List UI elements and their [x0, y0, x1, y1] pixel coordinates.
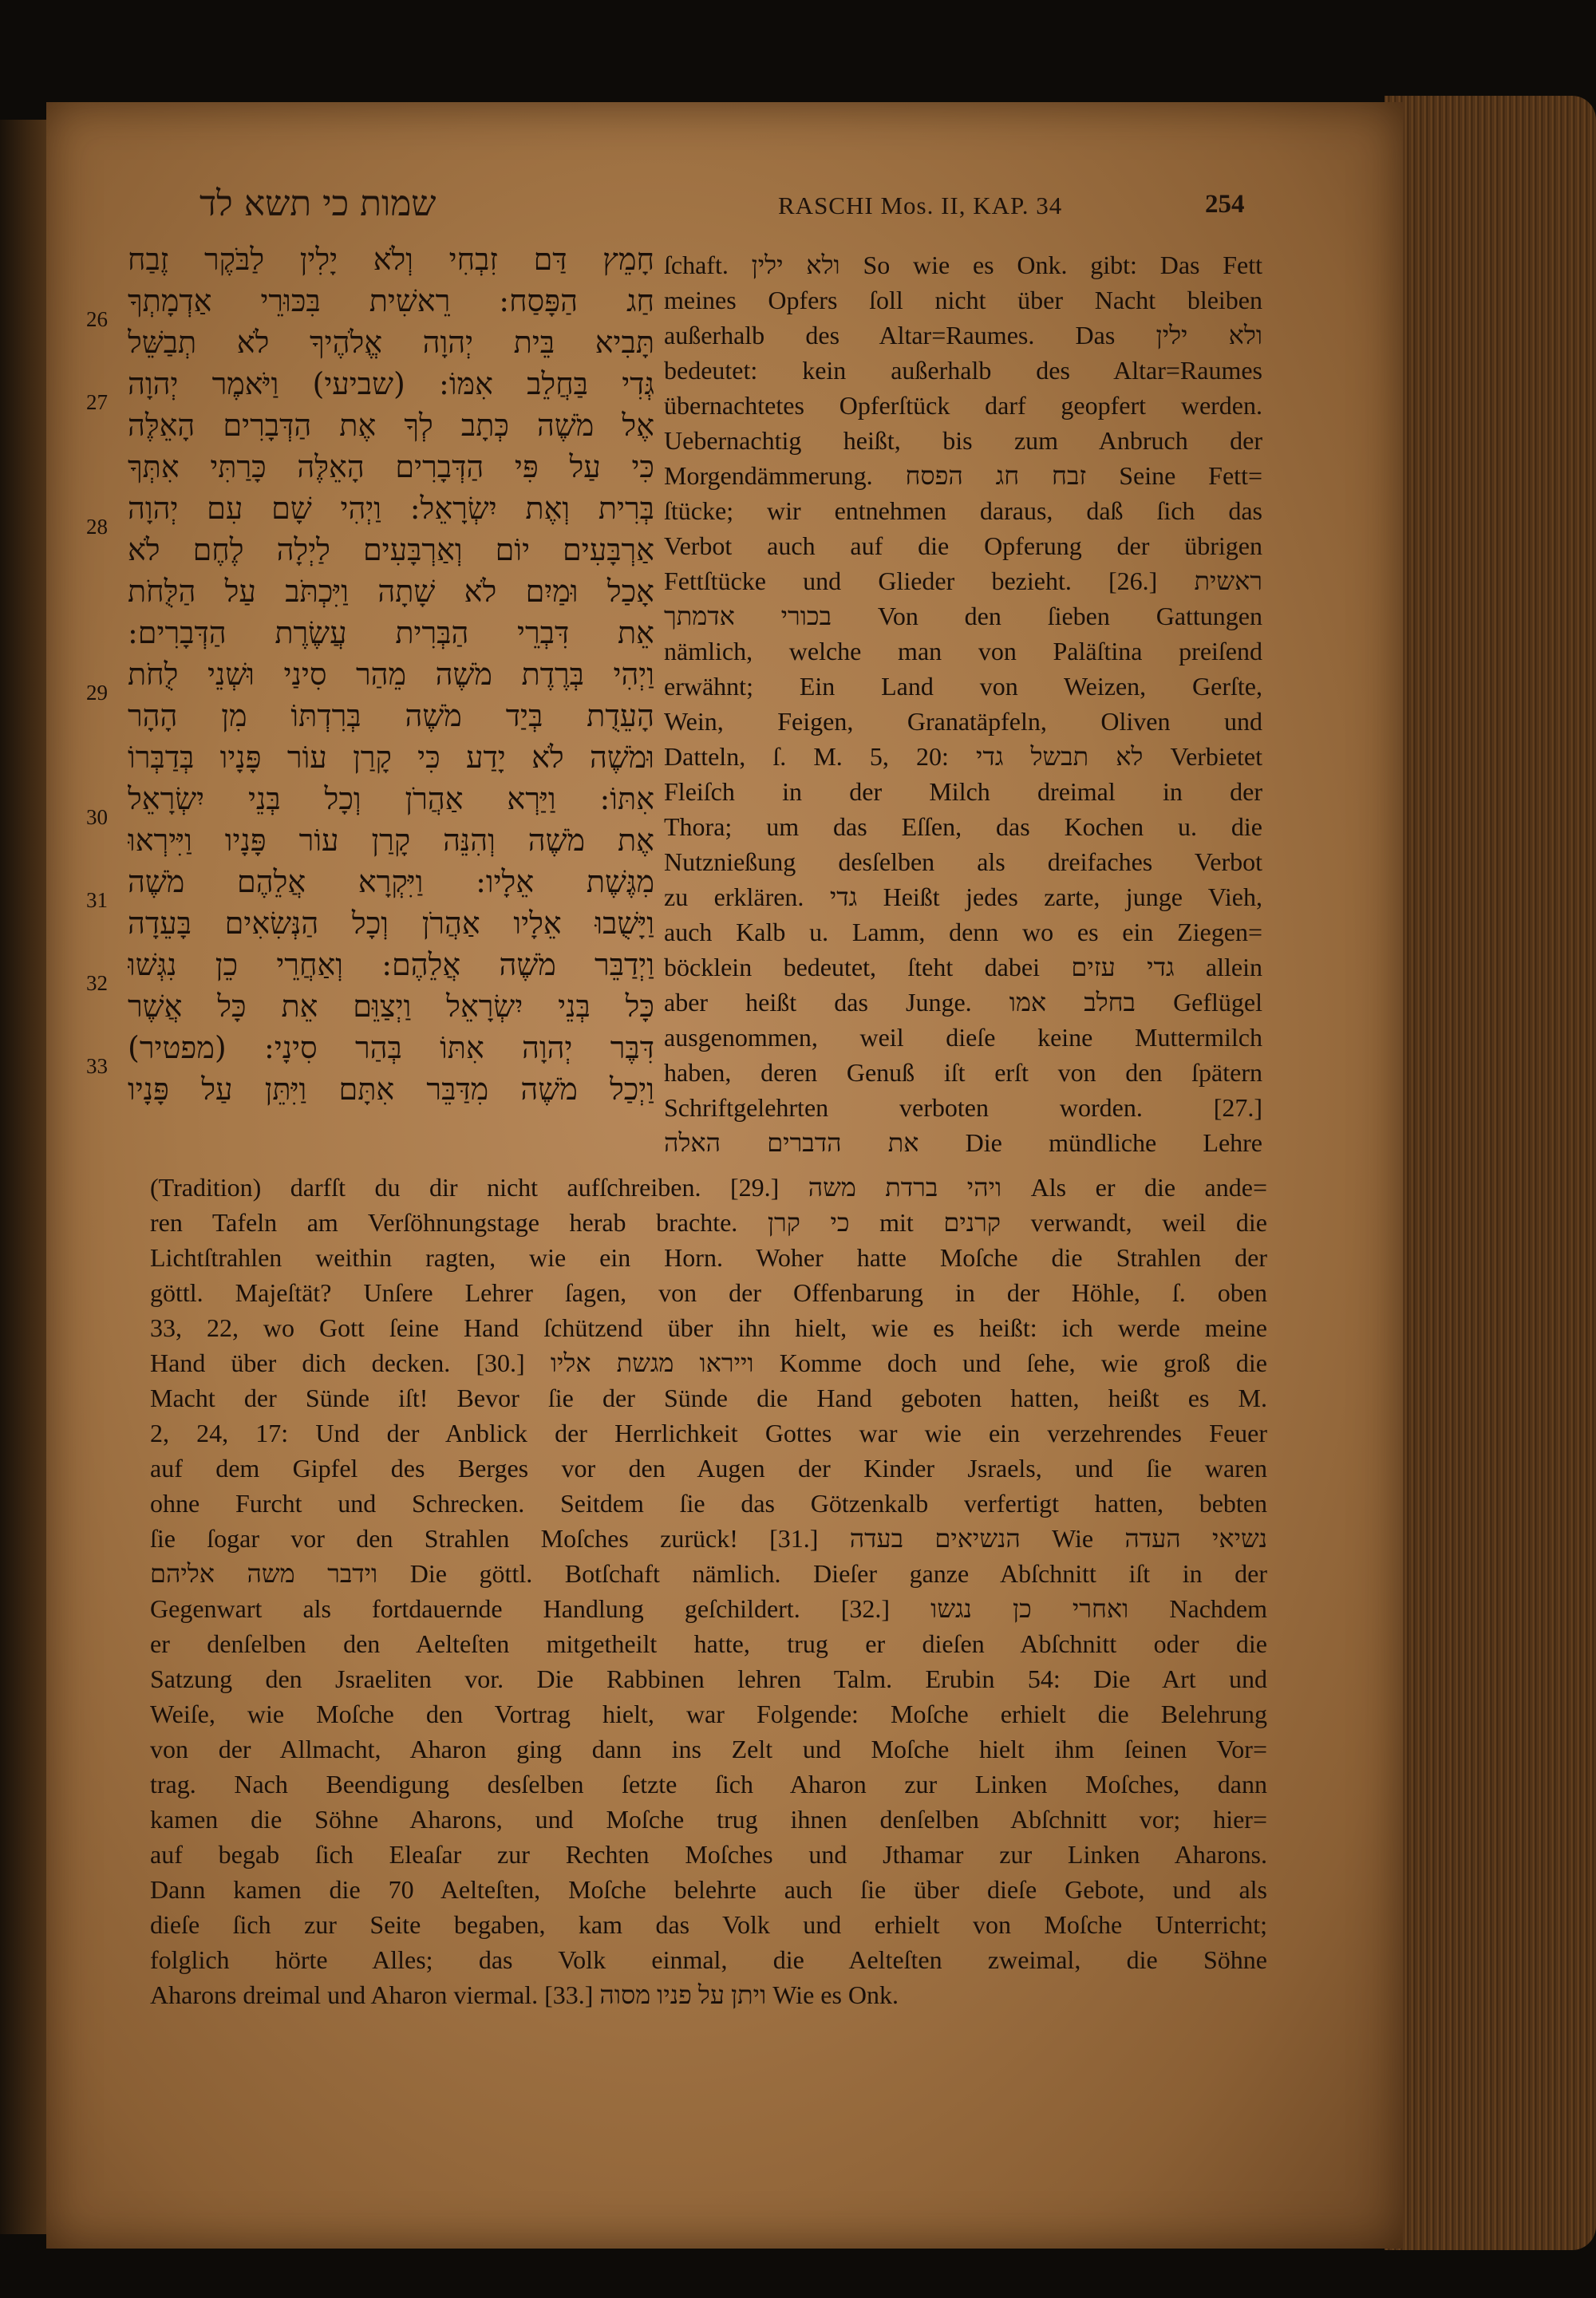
hebrew-line: אֵת דִּבְרֵי הַבְּרִית עֲשֶׂרֶת הַדְּבָרִים:	[128, 615, 654, 650]
commentary-line: Lichtſtrahlen weithin ragten, wie ein Horn. Woher hatte Moſche die Strahlen der	[150, 1243, 1267, 1272]
commentary-line: 2, 24, 17: Und der Anblick der Herrlichkeit Gottes war wie ein verzehrendes Feuer	[150, 1419, 1267, 1447]
verse-number: 27	[86, 390, 108, 414]
page-edges	[1385, 96, 1596, 2250]
commentary-line: ausgenommen, weil dieſe keine Muttermilch	[664, 1023, 1262, 1052]
hebrew-line: גְּדִי בַּחֲלֵב אִמּוֹ: (שביעי) וַיֹּאמֶר יְהוָה	[128, 366, 654, 401]
hebrew-line: הָעֵדֻת בְּיַד מֹשֶׁה בְּרִדְתּוֹ מִן הָהָר	[128, 698, 654, 733]
commentary-line: auf begab ſich Eleaſar zur Rechten Moſches und Jthamar zur Linken Aharons.	[150, 1840, 1267, 1869]
commentary-line: Aharons dreimal und Aharon viermal. [33.] ויתן על פניו מסוה Wie es Onk.	[150, 1980, 899, 2009]
commentary-line: aber heißt das Junge. בחלב אמו Geflügel	[664, 988, 1262, 1017]
commentary-line: 33, 22, wo Gott ſeine Hand ſchützend über ihn hielt, wie es heißt: ich werde meine	[150, 1313, 1267, 1342]
hebrew-line: דִּבֶּר יְהוָה אִתּוֹ בְּהַר סִינָי: (מפטיר)	[128, 1030, 654, 1065]
hebrew-line: חָמֵץ דַּם זִבְחִי וְלֹא יָלִין לַבֹּקֶר זֶבַח	[128, 242, 654, 277]
commentary-line: Hand über dich decken. [30.] וייראו מגשת אליו Komme doch und ſehe, wie groß die	[150, 1348, 1267, 1377]
commentary-line: ſtücke; wir entnehmen daraus, daß ſich das	[664, 496, 1262, 525]
commentary-line: Wein, Feigen, Granatäpfeln, Oliven und	[664, 707, 1262, 736]
commentary-line: meines Opfers ſoll nicht über Nacht bleiben	[664, 286, 1262, 314]
hebrew-line: בְּרִית וְאֶת יִשְׂרָאֵל: וַיְהִי שָׁם עִם יְהוָה	[128, 491, 654, 526]
commentary-line: auf dem Gipfel des Berges vor den Augen der Kinder Jsraels, und ſie waren	[150, 1454, 1267, 1483]
hebrew-line: וּמֹשֶׁה לֹא יָדַע כִּי קָרַן עוֹר פָּנָיו בְּדַבְּרוֹ	[128, 740, 654, 775]
verse-number: 33	[86, 1054, 108, 1078]
hebrew-line: אָכַל וּמַיִם לֹא שָׁתָה וַיִּכְתֹּב עַל הַלֻּחֹת	[128, 574, 654, 609]
hebrew-line: חַג הַפָּסַח: רֵאשִׁית בִּכּוּרֵי אַדְמָתְךָ	[128, 283, 654, 318]
commentary-line: trag. Nach Beendigung desſelben ſetzte ſich Aharon zur Linken Moſches, dann	[150, 1770, 1267, 1799]
commentary-line: göttl. Majeſtät? Unſere Lehrer ſagen, von der Offenbarung in der Höhle, ſ. oben	[150, 1278, 1267, 1307]
commentary-line: בכורי אדמתך Von den ſieben Gattungen	[664, 602, 1262, 630]
commentary-line: kamen die Söhne Aharons, und Moſche trug ihnen denſelben Abſchnitt vor; hier=	[150, 1805, 1267, 1834]
commentary-line: Nutznießung desſelben als dreifaches Verbot	[664, 847, 1262, 876]
book-spine	[0, 120, 46, 2234]
commentary-line: folglich hörte Alles; das Volk einmal, die Aelteſten zweimal, die Söhne	[150, 1945, 1267, 1974]
commentary-line: Uebernachtig heißt, bis zum Anbruch der	[664, 426, 1262, 455]
commentary-line: וידבר משה אליהם Die göttl. Botſchaft nämlich. Dieſer ganze Abſchnitt iſt in der	[150, 1559, 1267, 1588]
commentary-line: erwähnt; Ein Land von Weizen, Gerſte,	[664, 672, 1262, 701]
hebrew-line: מִגֶּשֶׁת אֵלָיו: וַיִּקְרָא אֲלֵהֶם מֹשֶׁה	[128, 864, 654, 899]
hebrew-line: כָּל בְּנֵי יִשְׂרָאֵל וַיְצַוֵּם אֵת כָּל אֲשֶׁר	[128, 989, 654, 1024]
commentary-line: haben, deren Genuß iſt erſt von den ſpätern	[664, 1058, 1262, 1087]
verse-number: 29	[86, 681, 108, 705]
commentary-line: von der Allmacht, Aharon ging dann ins Zelt und Moſche hielt ihm ſeinen Vor=	[150, 1735, 1267, 1763]
commentary-line: Morgendämmerung. זבח חג הפסח Seine Fett=	[664, 461, 1262, 490]
commentary-line: ohne Furcht und Schrecken. Seitdem ſie das Götzenkalb verfertigt hatten, bebten	[150, 1489, 1267, 1518]
commentary-line: ſie ſogar vor den Strahlen Moſches zurück! [31.] הנשיאים בעדה Wie נשיאי העדה	[150, 1524, 1267, 1553]
commentary-line: Dann kamen die 70 Aelteſten, Moſche belehrte auch ſie über dieſe Gebote, und als	[150, 1875, 1267, 1904]
verse-number: 26	[86, 307, 108, 331]
hebrew-line: אֶת מֹשֶׁה וְהִנֵּה קָרַן עוֹר פָּנָיו וַיִּירְאוּ	[128, 823, 654, 858]
commentary-line: zu erklären. גדי Heißt jedes zarte, junge Vieh,	[664, 882, 1262, 911]
commentary-line: Datteln, ſ. M. 5, 20: לא תבשל גדי Verbietet	[664, 742, 1262, 771]
commentary-line: Verbot auch auf die Opferung der übrigen	[664, 531, 1262, 560]
commentary-line: auch Kalb u. Lamm, denn wo es ein Ziegen=	[664, 918, 1262, 946]
hebrew-line: כִּי עַל פִּי הַדְּבָרִים הָאֵלֶּה כָּרַתִּי אִתְּךָ	[128, 449, 654, 484]
hebrew-line: אֶל מֹשֶׁה כְּתָב לְךָ אֶת הַדְּבָרִים הָאֵלֶּה	[128, 408, 654, 443]
commentary-line: Fleiſch in der Milch dreimal in der	[664, 777, 1262, 806]
hebrew-line: אַרְבָּעִים יוֹם וְאַרְבָּעִים לַיְלָה לֶחֶם לֹא	[128, 532, 654, 567]
commentary-line: dieſe ſich zur Seite begaben, kam das Volk und erhielt von Moſche Unterricht;	[150, 1910, 1267, 1939]
running-reference: RASCHI Mos. II, KAP. 34	[778, 192, 1063, 219]
commentary-line: ren Tafeln am Verſöhnungstage herab brachte. כי קרן mit קרנים verwandt, weil die	[150, 1208, 1267, 1237]
hebrew-line: וַיְדַבֵּר מֹשֶׁה אֲלֵהֶם: וְאַחֲרֵי כֵן נִגְּשׁוּ	[128, 947, 654, 982]
hebrew-line: וַיְכַל מֹשֶׁה מִדַּבֵּר אִתָּם וַיִּתֵּן עַל פָּנָיו	[128, 1072, 654, 1107]
commentary-line: Gegenwart als fortdauernde Handlung geſchildert. [32.] ואחרי כן נגשו Nachdem	[150, 1594, 1267, 1623]
hebrew-line: וַיָּשֻׁבוּ אֵלָיו אַהֲרֹן וְכָל הַנְּשִׂאִים בָּעֵדָה	[128, 906, 654, 941]
verse-number: 28	[86, 515, 108, 539]
hebrew-running-title: שמות כי תשא לד	[200, 184, 437, 224]
page-header	[200, 184, 1269, 239]
commentary-line: Thora; um das Eſſen, das Kochen u. die	[664, 812, 1262, 841]
commentary-line: nämlich, welche man von Paläſtina preiſend	[664, 637, 1262, 665]
commentary-line: er denſelben den Aelteſten mitgetheilt hatte, trug er dieſen Abſchnitt oder die	[150, 1629, 1267, 1658]
hebrew-line: תָּבִיא בֵּית יְהוָה אֱלֹהֶיךָ לֹא תְבַשֵּׁל	[128, 325, 654, 360]
commentary-line: (Tradition) darfſt du dir nicht aufſchreiben. [29.] ויהי ברדת משה Als er die ande=	[150, 1173, 1267, 1202]
commentary-line: Weiſe, wie Moſche den Vortrag hielt, war Folgende: Moſche erhielt die Belehrung	[150, 1700, 1267, 1728]
commentary-line: übernachtetes Opferſtück darf geopfert werden.	[664, 391, 1262, 420]
commentary-line: bedeutet: kein außerhalb des Altar=Raumes	[664, 356, 1262, 385]
hebrew-text-column	[128, 239, 654, 1157]
commentary-line: böcklein bedeutet, ſteht dabei גדי עזים allein	[664, 953, 1262, 981]
commentary-line: את הדברים האלה Die mündliche Lehre	[664, 1128, 1262, 1157]
hebrew-line: וַיְהִי בְּרֶדֶת מֹשֶׁה מֵהַר סִינַי וּשְׁנֵי לֻחֹת	[128, 657, 654, 692]
commentary-line: Schriftgelehrten verboten worden. [27.]	[664, 1093, 1262, 1122]
commentary-line: Satzung den Jsraeliten vor. Die Rabbinen lehren Talm. Erubin 54: Die Art und	[150, 1664, 1267, 1693]
commentary-line: ſchaft. ולא ילין So wie es Onk. gibt: Das Fett	[664, 251, 1262, 279]
page-number: 254	[1205, 190, 1245, 219]
verse-number: 32	[86, 971, 108, 995]
verse-number: 30	[86, 805, 108, 829]
hebrew-line: אִתּוֹ: וַיַּרְא אַהֲרֹן וְכָל בְּנֵי יִשְׂרָאֵל	[128, 781, 654, 816]
commentary-line: Fettſtücke und Glieder bezieht. [26.] ראשית	[664, 567, 1262, 595]
verse-number: 31	[86, 888, 108, 912]
commentary-line: außerhalb des Altar=Raumes. Das ולא ילין	[664, 321, 1262, 349]
commentary-line: Macht der Sünde iſt! Bevor ſie der Sünde die Hand geboten hatten, heißt es M.	[150, 1384, 1267, 1412]
